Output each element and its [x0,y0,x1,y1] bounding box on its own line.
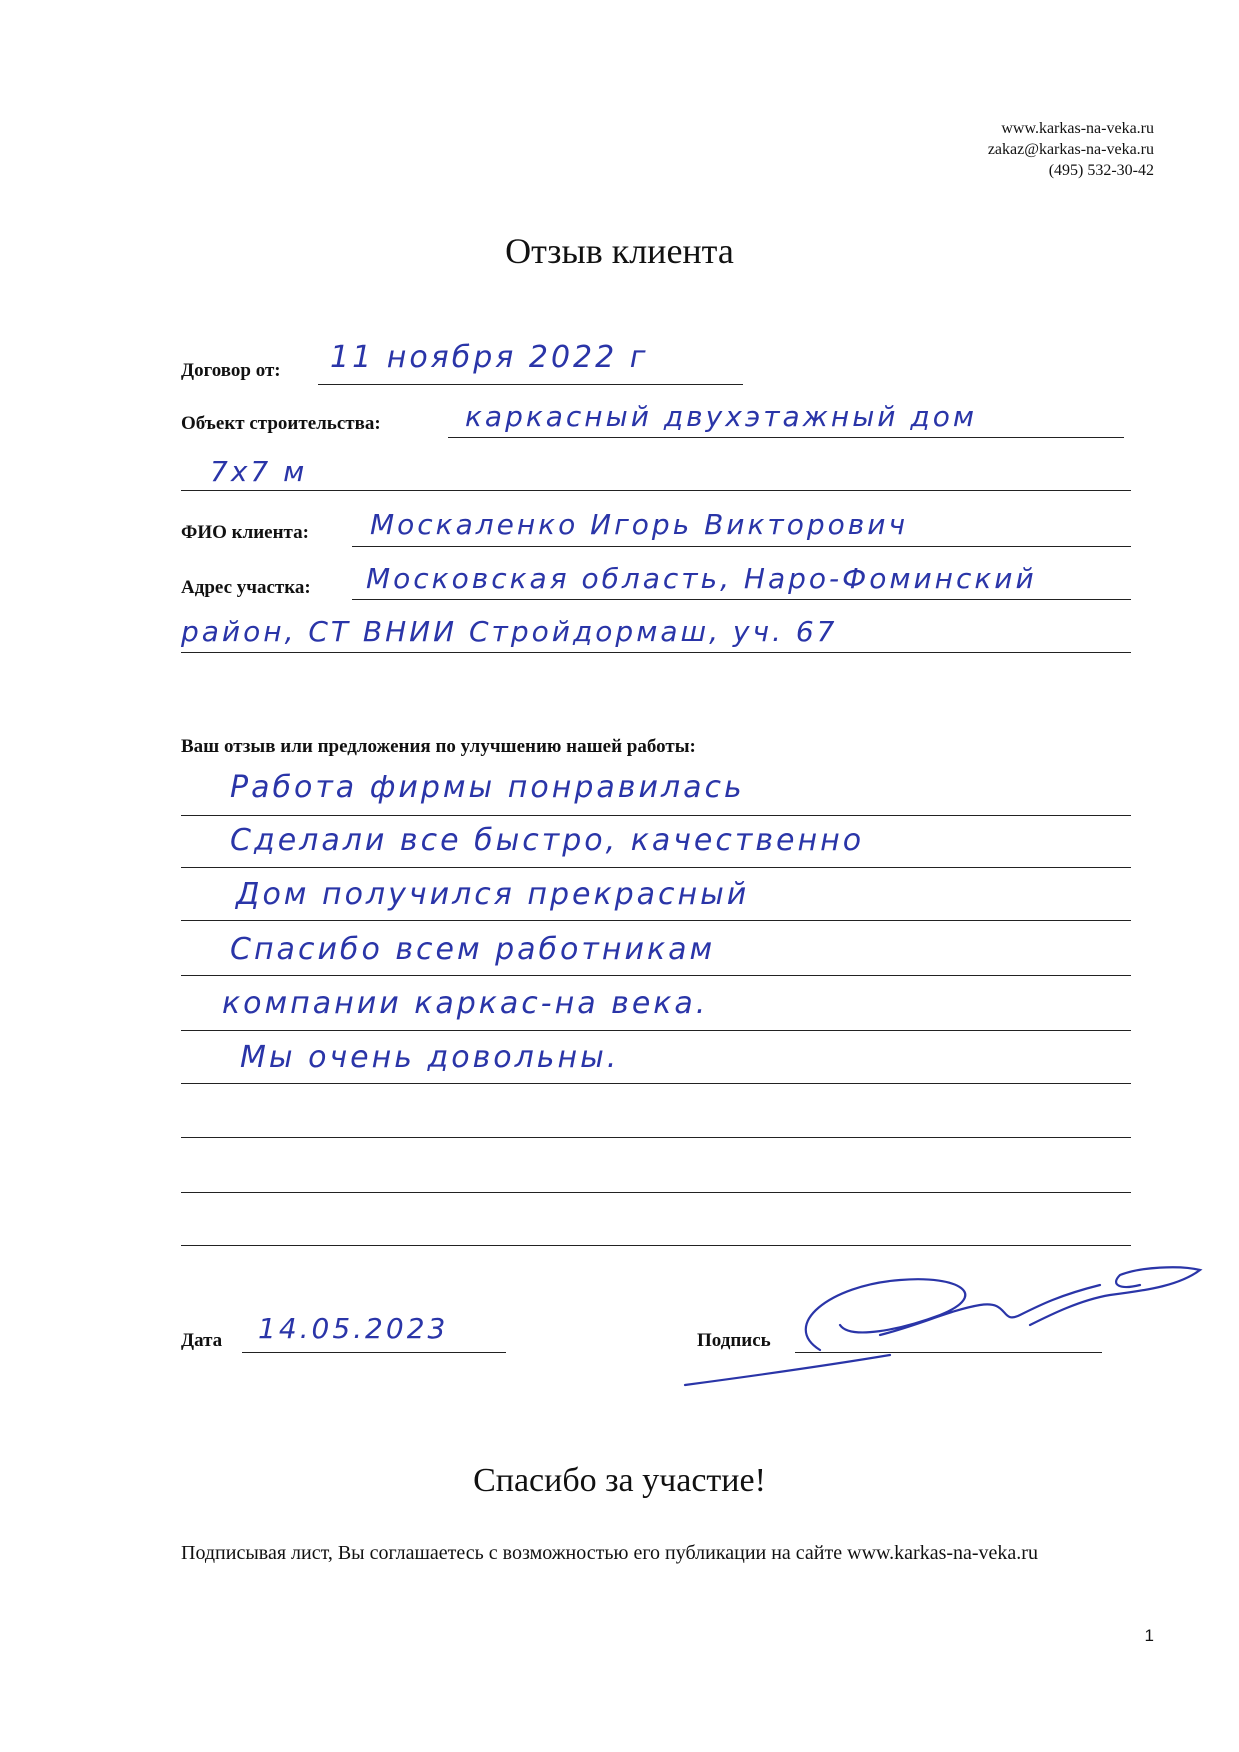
phone-number: (495) 532-30-42 [1048,162,1154,179]
feedback-line-7 [181,1137,1131,1138]
date-line [242,1352,506,1353]
client-value[interactable]: Москаленко Игорь Викторович [370,508,908,541]
feedback-line-1 [181,815,1131,816]
contract-value[interactable]: 11 ноября 2022 г [330,340,649,375]
object-line-2 [181,490,1131,491]
contract-line [318,384,743,385]
object-value-2[interactable]: 7х7 м [210,455,308,488]
feedback-text-3[interactable]: Дом получился прекрасный [236,877,750,912]
feedback-text-4[interactable]: Спасибо всем работникам [230,932,716,967]
feedback-text-5[interactable]: компании каркас-на века. [222,986,709,1021]
signature-label: Подпись [697,1330,771,1351]
date-label: Дата [181,1330,223,1351]
feedback-text-1[interactable]: Работа фирмы понравилась [230,770,745,805]
email-link[interactable]: zakaz@karkas-na-veka.ru [987,141,1154,158]
feedback-line-2 [181,867,1131,868]
feedback-label: Ваш отзыв или предложения по улучшению нашей работы: [181,736,696,757]
feedback-line-8 [181,1192,1131,1193]
address-line-1 [352,599,1131,600]
client-label: ФИО клиента: [181,522,309,543]
feedback-text-2[interactable]: Сделали все быстро, качественно [230,823,865,858]
object-value-1[interactable]: каркасный двухэтажный дом [465,400,978,433]
feedback-line-4 [181,975,1131,976]
address-line-2 [181,652,1131,653]
address-value-2[interactable]: район, СТ ВНИИ Стройдормаш, уч. 67 [181,615,838,648]
feedback-line-9 [181,1245,1131,1246]
feedback-line-3 [181,920,1131,921]
website-link[interactable]: www.karkas-na-veka.ru [1001,120,1154,137]
object-line-1 [448,437,1124,438]
client-line [352,546,1131,547]
date-value[interactable]: 14.05.2023 [258,1312,449,1345]
page-number: 1 [1144,1626,1154,1645]
contract-label: Договор от: [181,360,281,381]
consent-text: Подписывая лист, Вы соглашаетесь с возможностью его публикации на сайте www.karkas-na-veka.ru [181,1542,1038,1564]
address-value-1[interactable]: Московская область, Наро-Фоминский [366,562,1037,595]
object-label: Объект строительства: [181,413,381,434]
page-title: Отзыв клиента [505,231,734,271]
signature-mark [680,1255,1220,1395]
contacts-block [988,118,1154,181]
feedback-line-6 [181,1083,1131,1084]
feedback-text-6[interactable]: Мы очень довольны. [240,1040,620,1075]
feedback-line-5 [181,1030,1131,1031]
address-label: Адрес участка: [181,577,311,598]
thanks-heading: Спасибо за участие! [473,1462,766,1499]
